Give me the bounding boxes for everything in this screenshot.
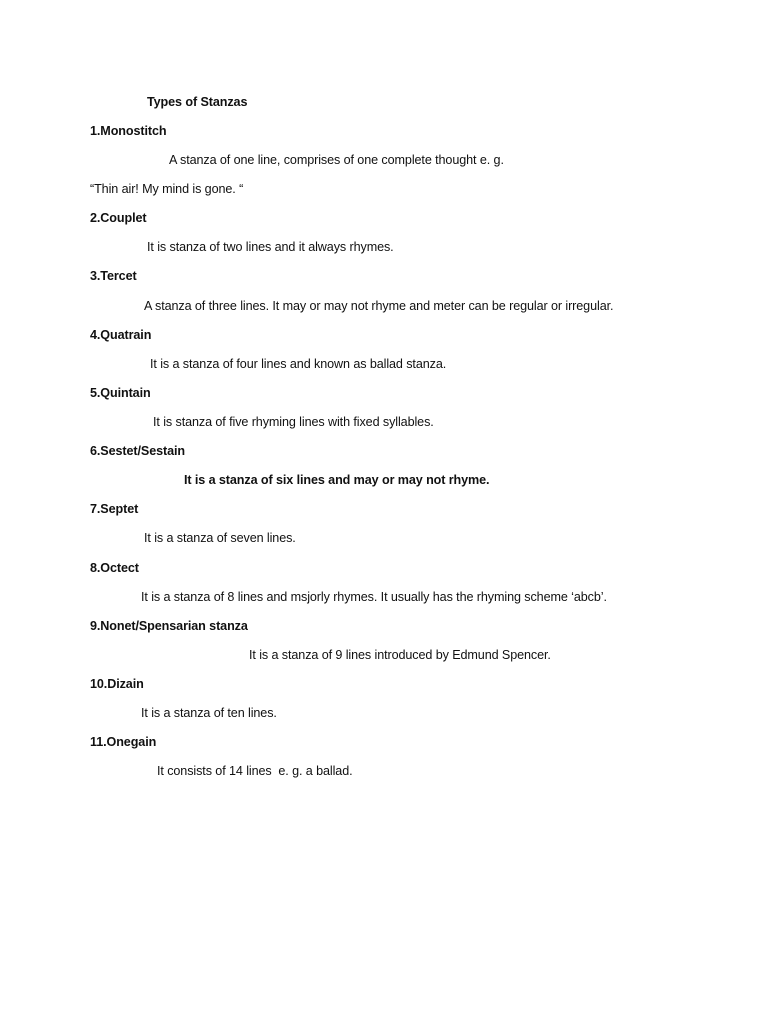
section-heading-octect: 8.Octect xyxy=(90,561,139,575)
section-body-quatrain: It is a stanza of four lines and known as ballad stanza. xyxy=(150,357,447,371)
section-body-dizain: It is a stanza of ten lines. xyxy=(141,706,277,720)
section-heading-quatrain: 4.Quatrain xyxy=(90,328,152,342)
section-body-quintain: It is stanza of five rhyming lines with fixed syllables. xyxy=(153,415,434,429)
section-heading-couplet: 2.Couplet xyxy=(90,211,147,225)
section-body-nonet: It is a stanza of 9 lines introduced by Edmund Spencer. xyxy=(249,648,551,662)
section-body-tercet: A stanza of three lines. It may or may not rhyme and meter can be regular or irregular. xyxy=(144,299,614,313)
section-heading-onegain: 11.Onegain xyxy=(90,735,157,749)
page-title: Types of Stanzas xyxy=(147,95,248,109)
section-body-onegain: It consists of 14 lines e. g. a ballad. xyxy=(157,764,353,778)
section-body-octect: It is a stanza of 8 lines and msjorly rhymes. It usually has the rhyming scheme ‘abcb’. xyxy=(141,590,607,604)
section-heading-dizain: 10.Dizain xyxy=(90,677,144,691)
section-body-septet: It is a stanza of seven lines. xyxy=(144,531,296,545)
section-heading-tercet: 3.Tercet xyxy=(90,269,137,283)
section-body-monostitch: A stanza of one line, comprises of one complete thought e. g. xyxy=(169,153,504,167)
section-heading-nonet: 9.Nonet/Spensarian stanza xyxy=(90,619,248,633)
section-heading-sestet: 6.Sestet/Sestain xyxy=(90,444,185,458)
section-heading-septet: 7.Septet xyxy=(90,502,139,516)
section-quote-monostitch: “Thin air! My mind is gone. “ xyxy=(90,182,244,196)
section-heading-monostitch: 1.Monostitch xyxy=(90,124,167,138)
section-body-sestet: It is a stanza of six lines and may or may not rhyme. xyxy=(184,473,490,487)
section-heading-quintain: 5.Quintain xyxy=(90,386,151,400)
section-body-couplet: It is stanza of two lines and it always rhymes. xyxy=(147,240,394,254)
